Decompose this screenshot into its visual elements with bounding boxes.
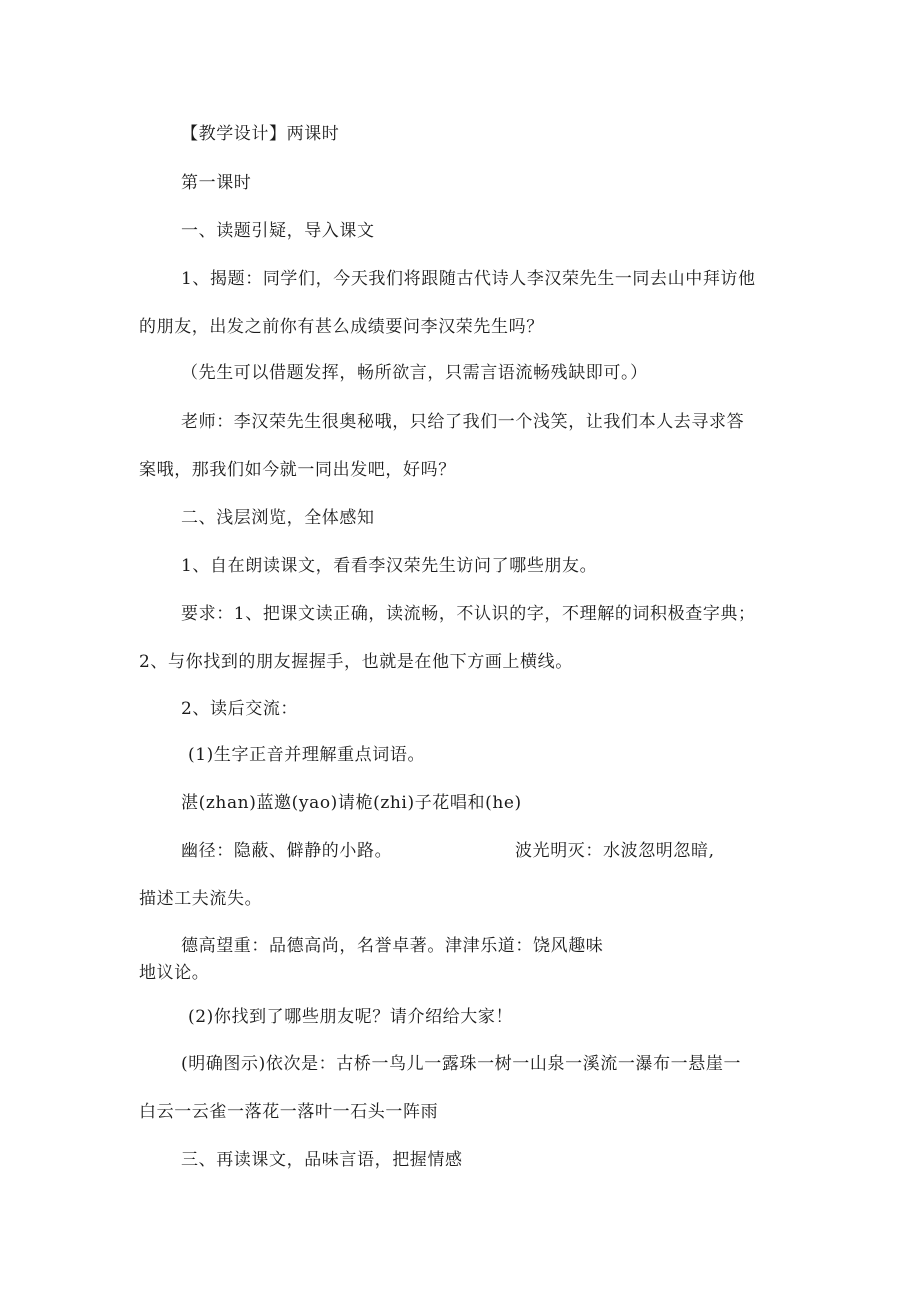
- list-item: 1、自在朗读课文，看看李汉荣先生访问了哪些朋友。: [181, 556, 598, 576]
- paragraph-line: 的朋友，出发之前你有甚么成绩要问李汉荣先生吗？: [139, 317, 544, 337]
- paragraph-line: 要求：1、把课文读正确，读流畅，不认识的字，不理解的词积极查字典；: [181, 604, 756, 624]
- list-item: 2、读后交流：: [181, 699, 299, 719]
- paragraph-line: 1、揭题：同学们，今天我们将跟随古代诗人李汉荣先生一同去山中拜访他: [181, 269, 756, 289]
- section2-heading: 二、浅层浏览，全体感知: [181, 508, 375, 528]
- paragraph-line: 案哦，那我们如今就一同出发吧，好吗？: [139, 460, 456, 480]
- section3-heading: 三、再读课文，品味言语，把握情感: [181, 1150, 463, 1170]
- lesson-heading: 第一课时: [181, 173, 252, 193]
- sub-item: (2)你找到了哪些朋友呢？请介绍给大家！: [188, 1007, 514, 1027]
- note-line: （先生可以借题发挥，畅所欲言，只需言语流畅残缺即可。）: [181, 363, 648, 383]
- paragraph-line: 2、与你找到的朋友握握手，也就是在他下方画上横线。: [139, 652, 573, 672]
- vocab-item: 幽径：隐蔽、僻静的小路。: [181, 841, 393, 861]
- vocab-item: 波光明灭：水波忽明忽暗,: [515, 841, 715, 861]
- vocab-item: 德高望重：品德高尚，名誉卓著。津津乐道：饶风趣味: [181, 936, 604, 956]
- paragraph-line: (明确图示)依次是：古桥一鸟儿一露珠一树一山泉一溪流一瀑布一悬崖一: [181, 1054, 742, 1074]
- sub-item: (1)生字正音并理解重点词语。: [188, 745, 426, 765]
- paragraph-line: 白云一云雀一落花一落叶一石头一阵雨: [139, 1102, 439, 1122]
- vocab-continuation: 描述工夫流失。: [139, 889, 263, 909]
- pinyin-line: 湛(zhan)蓝邀(yao)请桅(zhi)子花唱和(he): [181, 793, 522, 813]
- paragraph-line: 老师：李汉荣先生很奥秘哦，只给了我们一个浅笑，让我们本人去寻求答: [181, 412, 745, 432]
- section1-heading: 一、读题引疑，导入课文: [181, 221, 375, 241]
- document-title: 【教学设计】两课时: [181, 124, 340, 144]
- vocab-continuation: 地议论。: [139, 963, 210, 983]
